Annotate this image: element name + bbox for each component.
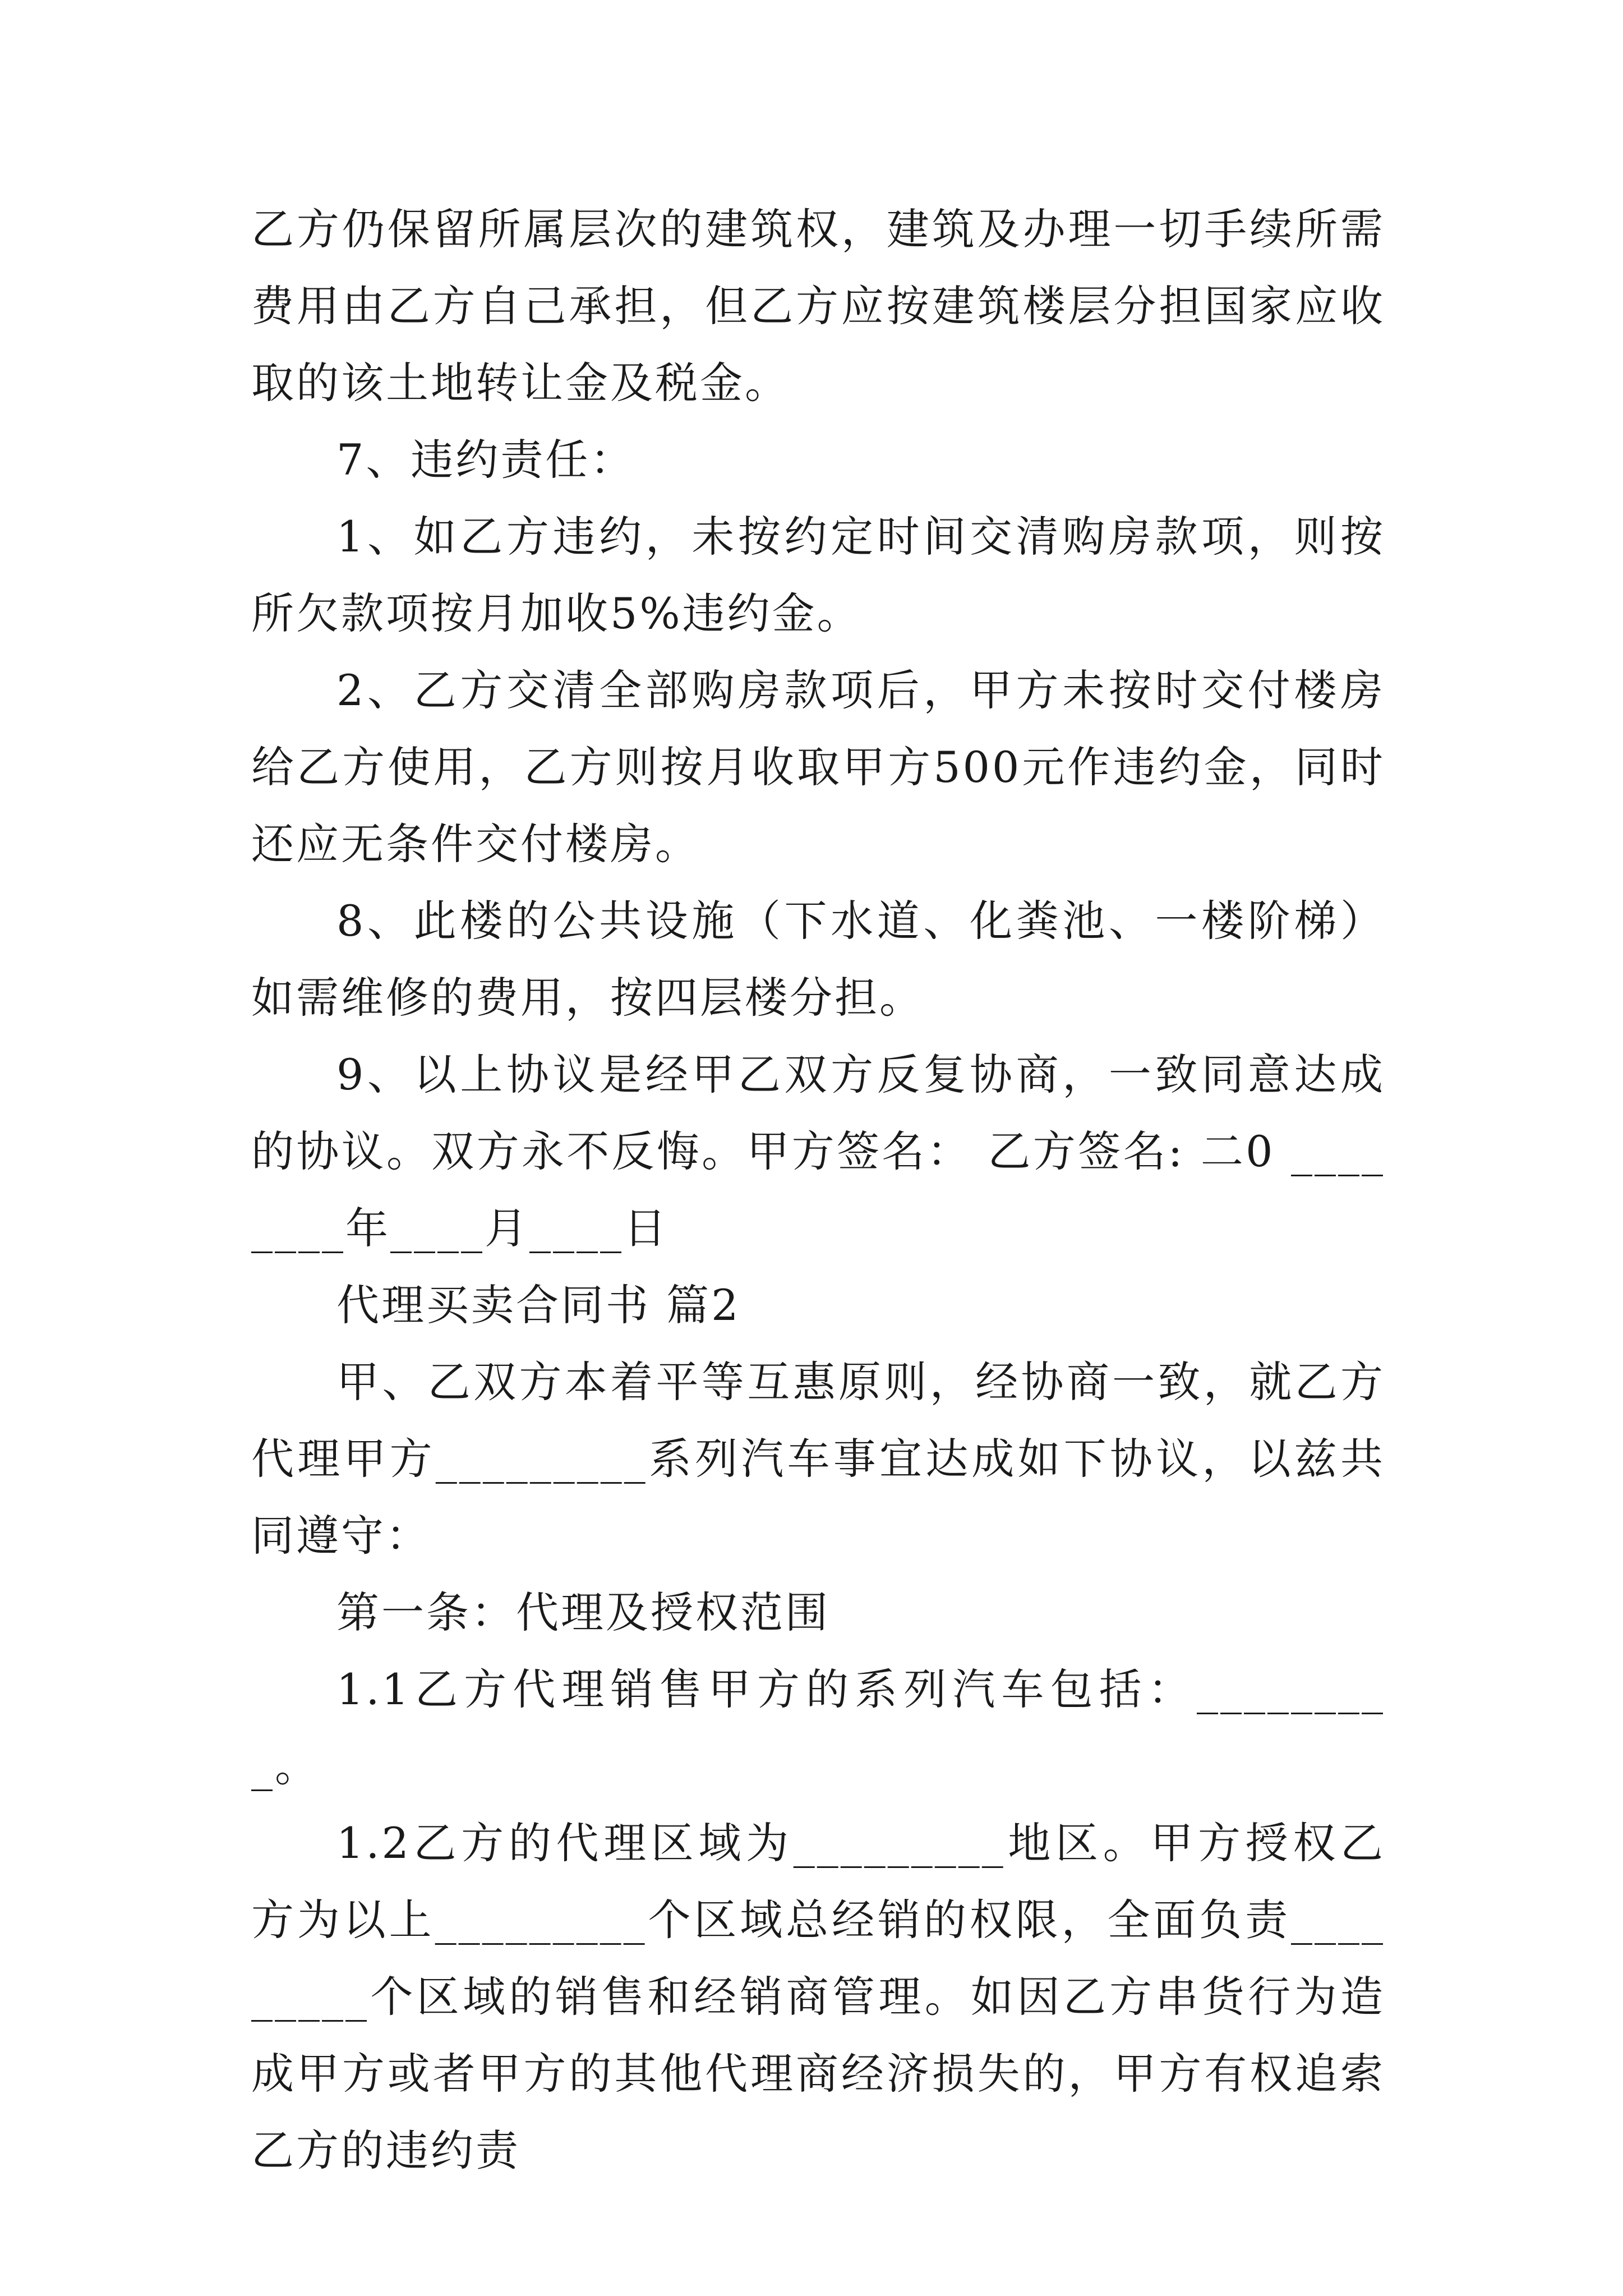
paragraph: 1.2乙方的代理区域为_________地区。甲方授权乙方为以上_________个区域总经销的权限，全面负责_________个区域的销售和经销商管理。如因乙方串货行为造成甲方或者甲方的其他代理商经济损失的，甲方有权追索乙方的违约责 <box>251 1818 1385 2175</box>
paragraph: 2、乙方交清全部购房款项后，甲方未按时交付楼房给乙方使用，乙方则按月收取甲方500元作违约金，同时还应无条件交付楼房。 <box>251 665 1385 869</box>
article-heading: 第一条：代理及授权范围 <box>336 1588 830 1637</box>
paragraph: 9、以上协议是经甲乙双方反复协商，一致同意达成的协议。双方永不反悔。甲方签名： 乙方签名: 二0 ________年____月____日 <box>251 1050 1385 1253</box>
paragraph: 乙方仍保留所属层次的建筑权，建筑及办理一切手续所需费用由乙方自己承担，但乙方应按建筑楼层分担国家应收取的该土地转让金及税金。 <box>251 204 1385 408</box>
paragraph: 1、如乙方违约，未按约定时间交清购房款项，则按所欠款项按月加收5%违约金。 <box>251 512 1385 638</box>
section-heading: 代理买卖合同书 篇2 <box>336 1280 741 1330</box>
paragraph: 甲、乙双方本着平等互惠原则，经协商一致，就乙方代理甲方_________系列汽车事宜达成如下协议，以兹共同遵守： <box>251 1357 1385 1561</box>
paragraph: 7、违约责任： <box>336 435 635 485</box>
paragraph: 1.1乙方代理销售甲方的系列汽车包括：_________。 <box>251 1664 1385 1791</box>
paragraph: 8、此楼的公共设施（下水道、化粪池、一楼阶梯）如需维修的费用，按四层楼分担。 <box>251 896 1385 1023</box>
document-body <box>251 191 1385 2189</box>
